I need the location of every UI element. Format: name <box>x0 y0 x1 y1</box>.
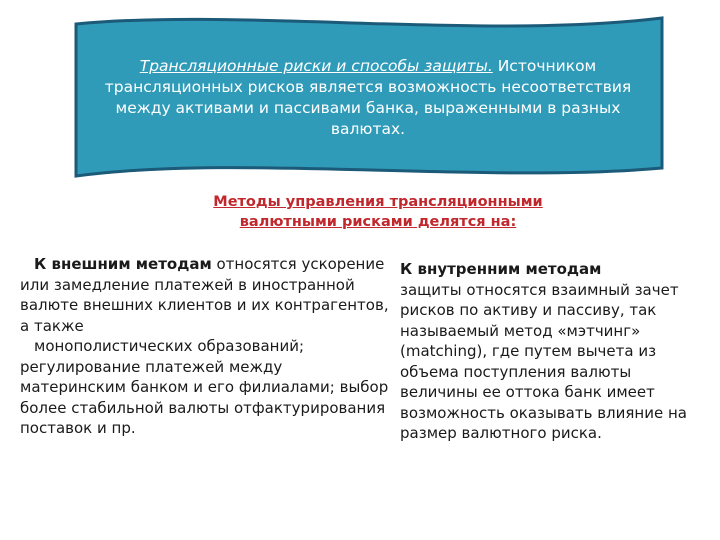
section-subtitle <box>150 192 606 232</box>
banner-title: Трансляционные риски и способы защиты. <box>139 57 493 75</box>
external-methods-paragraph <box>20 254 392 439</box>
internal-methods-text: защиты относятся взаимный зачет рисков по активу и пассиву, так называемый метод «мэтчинг» (matching), где путем вычета из объема поступления валюты величины ее оттока банк имеет возможность оказывать влияние на размер валютного риска. <box>400 280 687 442</box>
internal-methods-lead: К внутренним методам <box>400 260 602 278</box>
internal-methods-paragraph <box>400 259 690 444</box>
external-methods-lead: К внешним методам <box>34 255 212 273</box>
external-methods-text: относятся ускорение или замедление платежей в иностранной валюте внешних клиентов и их контрагентов, а также <box>20 255 389 335</box>
banner-body: Источником трансляционных рисков является возможность несоответствия между активами и пассивами банка, выраженными в разных валютах. <box>104 57 632 138</box>
banner-text <box>96 56 640 140</box>
subtitle-line-1: Методы управления трансляционными <box>213 194 543 210</box>
subtitle-line-2: валютными рисками делятся на: <box>239 214 517 230</box>
external-methods-text-2: монополистических образований; регулирование платежей между материнским банком и его филиалами; выбор более стабильной валюты отфактурирования поставок и пр. <box>20 337 389 437</box>
